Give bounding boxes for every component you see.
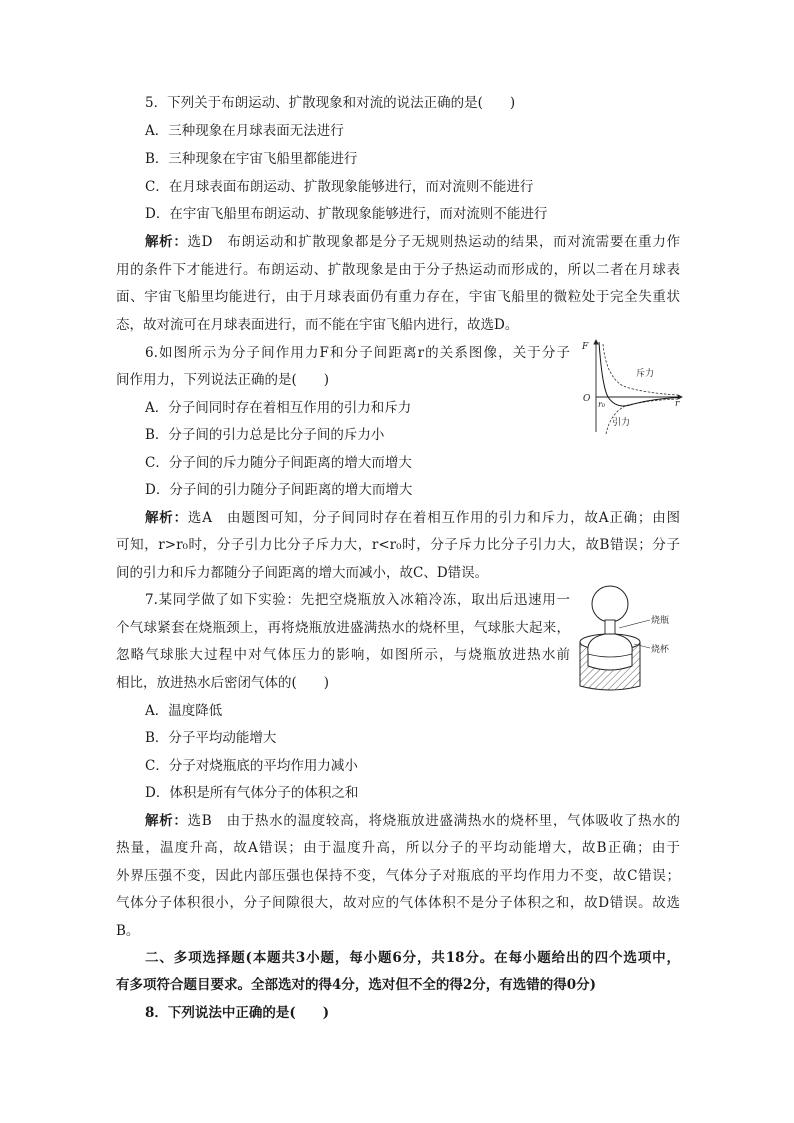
beaker-label: 烧杯 — [651, 645, 670, 655]
q7-option-b: B．分子平均动能增大 — [145, 730, 277, 746]
r0-label: r₀ — [598, 400, 606, 409]
q6-option-a: A．分子间同时存在着相互作用的引力和斥力 — [145, 400, 412, 416]
q7-option-c: C．分子对烧瓶底的平均作用力减小 — [145, 758, 358, 774]
q7-analysis-line-3: 外界压强不变，因此内部压强也保持不变，气体分子对瓶底的平均作用力不变，故C错误； — [116, 868, 680, 884]
q6-stem-line-2: 间作用力，下列说法正确的是( ) — [116, 372, 330, 388]
q5-analysis-line-2: 用的条件下才能进行。布朗运动、扩散现象是由于分子热运动而形成的，所以二者在月球表 — [116, 262, 680, 278]
q6-analysis-line-1: 解析：选A 由题图可知，分子间同时存在着相互作用的引力和斥力，故A正确；由图 — [145, 510, 681, 526]
q6-option-b: B．分子间的引力总是比分子间的斥力小 — [145, 427, 385, 443]
q7-analysis-line-5: B。 — [116, 923, 140, 939]
q5-analysis-line-1: 解析：选D 布朗运动和扩散现象都是分子无规则热运动的结果，而对流需要在重力作 — [145, 234, 681, 250]
q7-analysis-label: 解析： — [145, 813, 188, 829]
q6-option-c: C．分子间的斥力随分子间距离的增大而增大 — [145, 455, 412, 471]
flask-body — [588, 634, 632, 670]
q6-option-d: D．分子间的引力随分子间距离的增大而增大 — [145, 482, 413, 498]
q7-stem-line-1: 7.某同学做了如下实验：先把空烧瓶放入冰箱冷冻，取出后迅速用一 — [145, 592, 570, 608]
q7-option-d: D．体积是所有气体分子的体积之和 — [145, 785, 359, 801]
q7-stem-line-4: 相比，放进热水后密闭气体的( ) — [116, 675, 330, 691]
q5-option-b: B．三种现象在宇宙飞船里都能进行 — [145, 151, 358, 167]
q7-option-a: A．温度降低 — [145, 703, 223, 719]
flask-beaker-diagram — [574, 582, 686, 694]
origin-label: O — [583, 394, 591, 404]
q8-stem: 8．下列说法中正确的是( ) — [145, 1005, 330, 1021]
section2-heading-line-2: 有多项符合题目要求。全部选对的得4分，选对但不全的得2分，有选错的得0分) — [116, 977, 597, 993]
q5-option-a: A．三种现象在月球表面无法进行 — [145, 123, 344, 139]
f-axis-label: F — [582, 342, 589, 352]
q5-stem: 5．下列关于布朗运动、扩散现象和对流的说法正确的是( ) — [145, 95, 516, 111]
force-distance-graph — [578, 336, 684, 436]
q7-analysis-line-1: 解析：选B 由于热水的温度较高，将烧瓶放进盛满热水的烧杯里，气体吸收了热水的 — [145, 813, 681, 829]
q5-analysis-line-4: 态，故对流可在月球表面进行，而不能在宇宙飞船内进行，故选D。 — [116, 317, 519, 333]
q5-option-c: C．在月球表面布朗运动、扩散现象能够进行，而对流则不能进行 — [145, 179, 534, 195]
flask-leader — [619, 620, 650, 628]
q6-analysis-line-2: 可知，r>r₀时，分子引力比分子斥力大，r<r₀时，分子斥力比分子引力大，故B错误；分子 — [116, 537, 680, 553]
flask-neck — [605, 620, 615, 634]
q7-stem-line-3: 忽略气球胀大过程中对气体压力的影响，如图所示，与烧瓶放进热水前 — [116, 647, 570, 663]
section2-heading-line-1: 二、多项选择题(本题共3小题，每小题6分，共18分。在每小题给出的四个选项中， — [145, 950, 680, 966]
r-axis-label: r — [675, 399, 680, 409]
repulsion-label: 斥力 — [636, 369, 655, 379]
attraction-label: 引力 — [612, 418, 631, 428]
q5-option-d: D．在宇宙飞船里布朗运动、扩散现象能够进行，而对流则不能进行 — [145, 206, 548, 222]
balloon-shape — [592, 586, 628, 622]
q6-analysis-label: 解析： — [145, 510, 188, 526]
q7-analysis-line-2: 热量，温度升高，故A错误；由于温度升高，所以分子的平均动能增大，故B正确；由于 — [116, 840, 680, 856]
q7-analysis-line-4: 气体分子体积很小，分子间隙很大，故对应的气体体积不是分子体积之和，故D错误。故选 — [116, 895, 680, 911]
q7-stem-line-2: 个气球紧套在烧瓶颈上，再将烧瓶放进盛满热水的烧杯里，气球胀大起来， — [116, 620, 570, 636]
q6-analysis-line-3: 间的引力和斥力都随分子间距离的增大而减小，故C、D错误。 — [116, 565, 489, 581]
q5-analysis-line-3: 面、宇宙飞船里均能进行，由于月球表面仍有重力存在，宇宙飞船里的微粒处于完全失重状 — [116, 289, 680, 305]
q6-stem-line-1: 6.如图所示为分子间作用力F和分子间距离r的关系图像，关于分子 — [145, 345, 570, 361]
flask-label: 烧瓶 — [651, 616, 670, 626]
q5-analysis-label: 解析： — [145, 234, 188, 250]
